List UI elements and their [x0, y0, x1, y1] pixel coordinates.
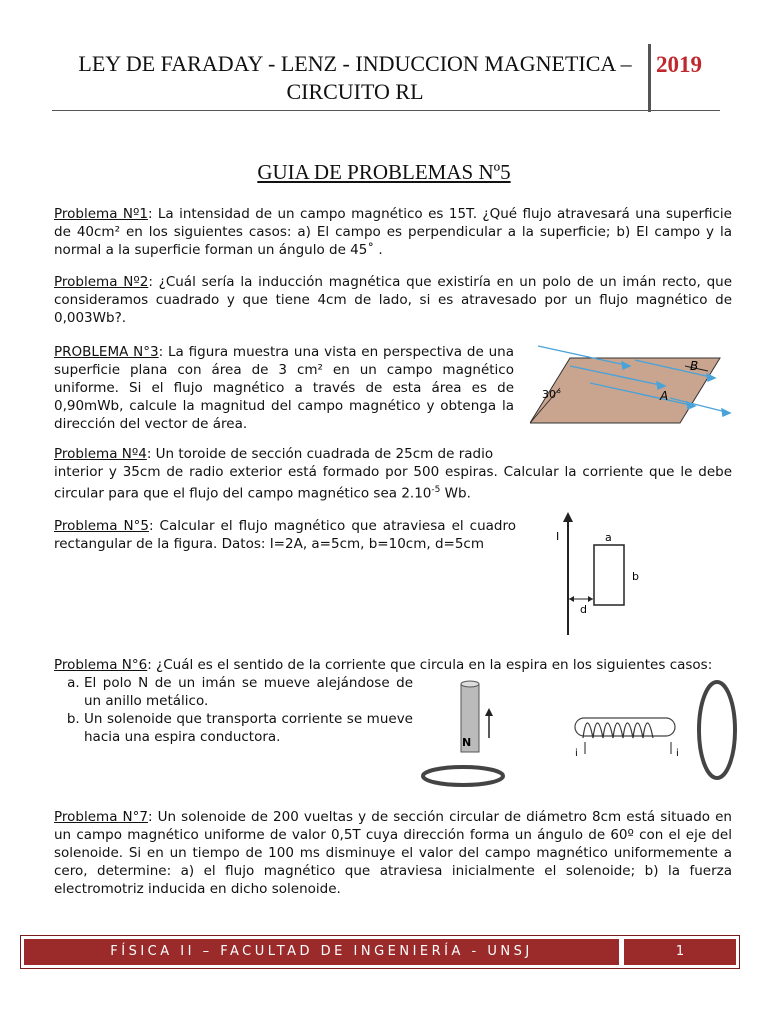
- figure-5-wire-loop: [552, 510, 662, 638]
- problem-7: [54, 808, 732, 898]
- problem-3-label: PROBLEMA N°3: [54, 344, 159, 360]
- figure-3-label-angle: 30°: [542, 388, 562, 401]
- problem-6-list: [58, 674, 413, 746]
- figure-6-solenoid-loop: [545, 678, 760, 788]
- figure-5-label-a: a: [605, 531, 612, 544]
- problem-1-label: Problema Nº1: [54, 206, 148, 222]
- problem-5-text: : Calcular el flujo magnético que atraviesa el cuadro rectangular de la figura. Datos: I=2A, a=5cm, b=10cm, d=5cm: [54, 518, 516, 552]
- problem-6-item-b: b. Un solenoide que transporta corriente se mueve hacia una espira conductora.: [84, 710, 413, 746]
- figure-6-label-N: N: [462, 736, 472, 749]
- conducting-loop: [699, 682, 735, 778]
- problem-4-text-2: interior y 35cm de radio exterior está formado por 500 espiras. Calcular la corriente que le debe circular para que el flujo del campo magnético sea 2.10: [54, 464, 732, 502]
- problem-6-text: : ¿Cuál es el sentido de la corriente que circula en la espira en los siguientes casos:: [147, 657, 713, 673]
- figure-6-label-i-left: i: [575, 748, 578, 759]
- header-divider: [648, 44, 651, 112]
- figure-3-plane-diagram: [530, 338, 735, 433]
- title-line-1: LEY DE FARADAY - LENZ - INDUCCION MAGNETICA –: [78, 51, 632, 76]
- problem-5: [54, 517, 516, 553]
- problem-6-item-a: a. El polo N de un imán se mueve alejándose de un anillo metálico.: [84, 674, 413, 710]
- problem-2-text: : ¿Cuál sería la inducción magnética que existiría en un polo de un imán recto, que consideramos cuadrado y que tiene 4cm de lado, si es atravesado por un flujo magnético de 0,003Wb?.: [54, 274, 732, 326]
- guide-title: GUIA DE PROBLEMAS Nº5: [257, 160, 511, 184]
- figure-6-label-i-right: i: [676, 748, 679, 759]
- problem-7-text: : Un solenoide de 200 vueltas y de sección circular de diámetro 8cm está situado en un campo magnético uniforme de valor 0,5T cuya dirección forma un ángulo de 60º con el eje del solenoide. Si en un tiempo de 100 ms disminuye el valor del campo magnético uniformemente a cero, determine: a) el flujo magnético que atraviesa inicialmente el solenoide; b) la fuerza electromotriz inducida en dicho solenoide.: [54, 809, 732, 897]
- footer-institution: FÍSICA II – FACULTAD DE INGENIERÍA - UNSJ: [24, 939, 619, 965]
- figure-5-label-d: d: [580, 603, 587, 616]
- figure-3-label-A: A: [660, 389, 669, 403]
- problem-4-text-3: Wb.: [440, 485, 471, 502]
- problem-7-label: Problema N°7: [54, 809, 148, 825]
- rectangular-loop: [594, 545, 624, 605]
- problem-3: [54, 343, 514, 433]
- problem-4-label: Problema Nº4: [54, 446, 147, 462]
- problem-4-line-1: [54, 445, 732, 463]
- problem-2-label: Problema Nº2: [54, 274, 149, 290]
- problem-6: [54, 656, 732, 674]
- metal-ring: [423, 767, 503, 785]
- figure-5-label-I: I: [556, 530, 560, 543]
- header-year: 2019: [656, 52, 702, 77]
- problem-5-label: Problema N°5: [54, 518, 149, 534]
- problem-4-exponent: -5: [431, 485, 441, 495]
- problem-3-text: : La figura muestra una vista en perspectiva de una superficie plana con área de 3 cm² en un campo magnético uniforme. Si el flujo magnético a través de esta área es de 0,90mWb, calcule la magnitud del campo magnético y obtenga la dirección del vector de área.: [54, 344, 514, 432]
- footer-page-number: 1: [624, 939, 736, 965]
- header-rule: [52, 110, 720, 111]
- problem-4: [54, 445, 732, 503]
- page-footer: [20, 935, 740, 969]
- figure-5-label-b: b: [632, 570, 639, 583]
- document-title: [60, 50, 650, 106]
- figure-3-label-B: B: [690, 359, 699, 373]
- problem-6-label: Problema N°6: [54, 657, 148, 673]
- figure-6-magnet-ring: [415, 678, 520, 793]
- problem-4-text-1: : Un toroide de sección cuadrada de 25cm de radio: [146, 446, 494, 462]
- problem-1: [54, 205, 732, 259]
- problem-4-line-2: [54, 463, 732, 503]
- problem-1-text: : La intensidad de un campo magnético es 15T. ¿Qué flujo atravesará una superficie de 40cm² en los siguientes casos: a) El campo es perpendicular a la superficie; b) El campo y la normal a la superficie forman un ángulo de 45˚ .: [54, 206, 732, 258]
- title-line-2: CIRCUITO RL: [286, 79, 424, 104]
- problem-2: [54, 273, 732, 327]
